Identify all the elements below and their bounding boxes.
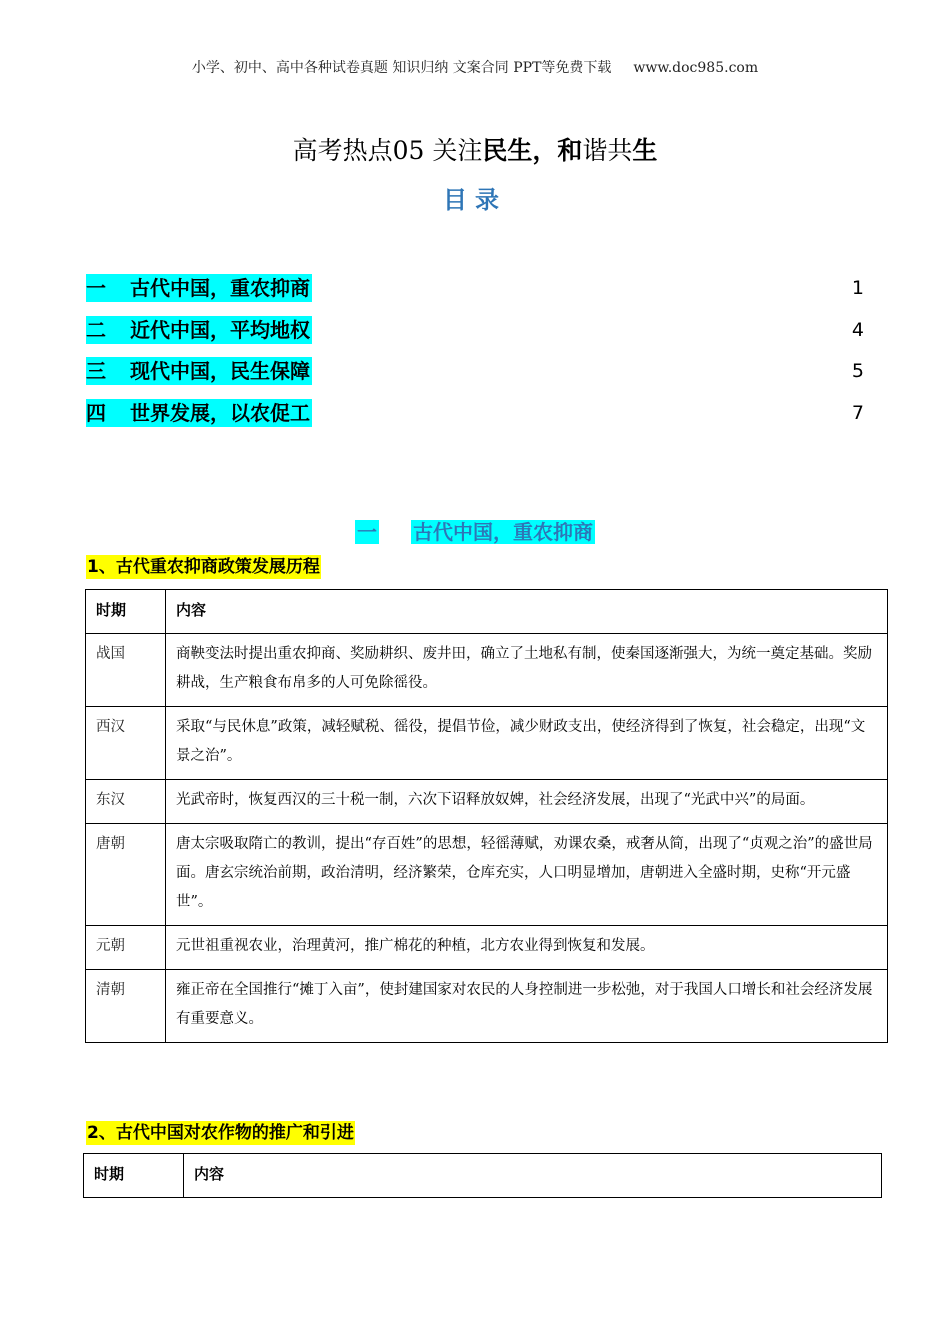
toc-item[interactable] xyxy=(86,316,864,358)
table-row xyxy=(86,824,888,926)
row-content: 商鞅变法时提出重农抑商、奖励耕织、废井田，确立了土地私有制，使秦国逐渐强大，为统一奠定基础。奖励耕战，生产粮食布帛多的人可免除徭役。 xyxy=(166,634,888,707)
row-period: 元朝 xyxy=(86,926,166,970)
subsection-heading-2: 2、古代中国对农作物的推广和引进 xyxy=(87,1123,354,1143)
policy-table xyxy=(85,589,888,1043)
title-part4: 生 xyxy=(632,136,658,165)
crops-table xyxy=(83,1153,882,1198)
toc-item-label: 四 世界发展，以农促工 xyxy=(86,400,310,425)
toc-item-page: 1 xyxy=(851,277,864,299)
toc-item[interactable] xyxy=(86,274,864,316)
title-part3: 谐共 xyxy=(582,136,633,165)
table-of-contents xyxy=(86,274,864,440)
header-text: 小学、初中、高中各种试卷真题 知识归纳 文案合同 PPT等免费下载 xyxy=(191,60,612,76)
row-period: 西汉 xyxy=(86,707,166,780)
title-part1: 高考热点05 关注 xyxy=(292,136,483,165)
column-header-period: 时期 xyxy=(86,590,166,634)
subsection-heading-1: 1、古代重农抑商政策发展历程 xyxy=(87,557,320,577)
row-content: 光武帝时，恢复西汉的三十税一制，六次下诏释放奴婢，社会经济发展，出现了“光武中兴”的局面。 xyxy=(166,780,888,824)
section-heading xyxy=(0,518,950,546)
title-part2: 民生，和 xyxy=(482,136,583,165)
document-title xyxy=(0,131,950,167)
table-row xyxy=(86,780,888,824)
row-period: 唐朝 xyxy=(86,824,166,926)
toc-item-label: 二 近代中国，平均地权 xyxy=(86,317,310,342)
toc-item-page: 4 xyxy=(851,318,864,341)
row-content: 雍正帝在全国推行“摊丁入亩”，使封建国家对农民的人身控制进一步松弛，对于我国人口增长和社会经济发展有重要意义。 xyxy=(166,970,888,1043)
toc-item-label: 一 古代中国，重农抑商 xyxy=(86,276,310,300)
table-header-row xyxy=(84,1154,882,1198)
toc-heading: 目录 xyxy=(443,186,507,214)
row-content: 唐太宗吸取隋亡的教训，提出“存百姓”的思想，轻徭薄赋，劝课农桑，戒奢从简，出现了“贞观之治”的盛世局面。唐玄宗统治前期，政治清明，经济繁荣，仓库充实，人口明显增加，唐朝进入全盛时期，史称“开元盛世”。 xyxy=(166,824,888,926)
section-title-text: 古代中国，重农抑商 xyxy=(413,520,593,544)
table-row xyxy=(86,634,888,707)
table-header-row xyxy=(86,590,888,634)
toc-item[interactable] xyxy=(86,357,864,399)
column-header-content: 内容 xyxy=(184,1154,882,1198)
column-header-content: 内容 xyxy=(166,590,888,634)
section-number: 一 xyxy=(357,520,377,544)
column-header-period: 时期 xyxy=(84,1154,184,1198)
row-content: 采取“与民休息”政策，减轻赋税、徭役，提倡节俭，减少财政支出，使经济得到了恢复，社会稳定，出现“文景之治”。 xyxy=(166,707,888,780)
toc-item-label: 三 现代中国，民生保障 xyxy=(86,359,310,383)
row-period: 东汉 xyxy=(86,780,166,824)
page-header xyxy=(0,57,950,77)
row-period: 清朝 xyxy=(86,970,166,1043)
table-row xyxy=(86,970,888,1043)
table-row xyxy=(86,926,888,970)
header-site[interactable]: www.doc985.com xyxy=(633,60,759,76)
table-row xyxy=(86,707,888,780)
toc-item-page: 7 xyxy=(851,401,864,424)
toc-item[interactable] xyxy=(86,399,864,441)
row-period: 战国 xyxy=(86,634,166,707)
row-content: 元世祖重视农业，治理黄河，推广棉花的种植，北方农业得到恢复和发展。 xyxy=(166,926,888,970)
toc-item-page: 5 xyxy=(851,360,864,382)
